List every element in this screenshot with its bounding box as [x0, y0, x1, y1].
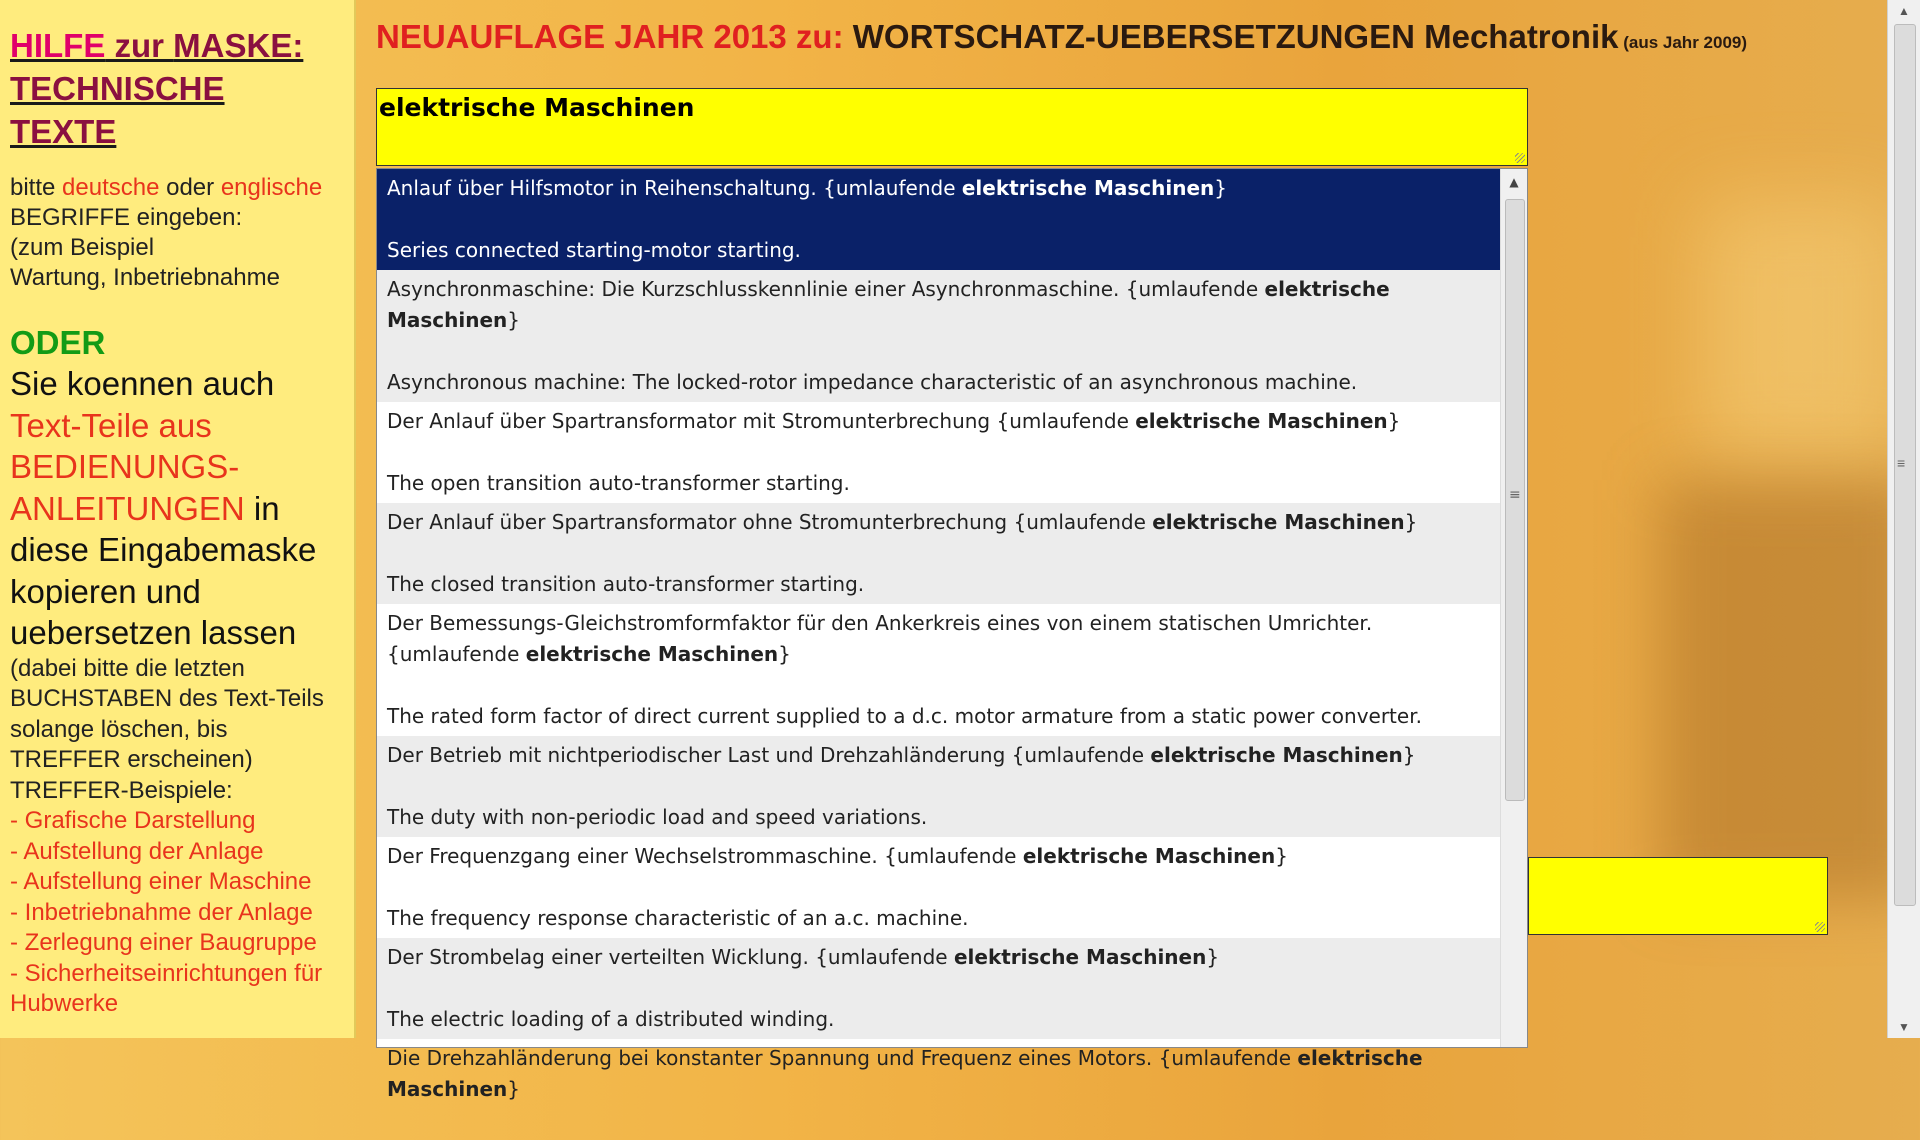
result-category-prefix: {umlaufende — [815, 945, 954, 969]
page-title — [376, 18, 1747, 56]
result-item[interactable] — [377, 837, 1501, 938]
result-german-text: Die Drehzahländerung bei konstanter Spannung und Frequenz eines Motors. — [387, 1046, 1159, 1070]
result-german-text: Der Betrieb mit nichtperiodischer Last und Drehzahländerung — [387, 743, 1012, 767]
big-line1: Sie koennen auch — [10, 365, 275, 402]
result-category: elektrische Maschinen — [1135, 409, 1388, 433]
example-item: - Inbetriebnahme der Anlage — [10, 898, 313, 926]
help-title-hilfe: HILFE — [10, 27, 106, 64]
result-english: The open transition auto-transformer starting. — [387, 471, 850, 495]
background-decoration — [1660, 480, 1920, 900]
intro-line3: (zum Beispiel — [10, 234, 155, 261]
result-category-prefix: {umlaufende — [996, 409, 1136, 433]
result-spacer — [387, 336, 1491, 367]
background-decoration — [1700, 200, 1900, 460]
result-german — [387, 740, 1491, 771]
result-spacer — [387, 973, 1491, 1004]
result-german-text: Der Anlauf über Spartransformator mit Stromunterbrechung — [387, 409, 997, 433]
resize-handle-icon[interactable] — [1515, 153, 1525, 163]
small-line4: TREFFER erscheinen) — [10, 746, 253, 773]
help-title-line3: TEXTE — [10, 113, 117, 150]
result-category: elektrische Maschinen — [387, 1046, 1423, 1101]
result-category: elektrische Maschinen — [1022, 844, 1276, 868]
result-item[interactable] — [377, 169, 1501, 270]
result-spacer — [387, 872, 1491, 903]
result-german-text: Asynchronmaschine: Die Kurzschlusskennlinie einer Asynchronmaschine. — [387, 277, 1126, 301]
help-title-maske: MASKE: — [173, 27, 304, 64]
scroll-down-icon[interactable]: ▼ — [1898, 1020, 1910, 1034]
scroll-up-icon[interactable]: ▲ — [1898, 4, 1910, 18]
big-line5: diese Eingabemaske — [10, 531, 317, 568]
result-english: Series connected starting-motor starting. — [387, 238, 801, 262]
result-category: elektrische Maschinen — [525, 642, 779, 666]
result-category: elektrische Maschinen — [387, 277, 1390, 332]
result-category-prefix: {umlaufende — [387, 642, 526, 666]
result-category-suffix: } — [507, 1077, 521, 1101]
result-german — [387, 274, 1491, 336]
result-english: The frequency response characteristic of an a.c. machine. — [387, 906, 969, 930]
result-category: elektrische Maschinen — [953, 945, 1207, 969]
result-english: The duty with non-periodic load and speed variations. — [387, 805, 928, 829]
result-category-prefix: {umlaufende — [1011, 743, 1151, 767]
result-category-suffix: } — [1404, 510, 1418, 534]
result-german-text: Der Anlauf über Spartransformator ohne Stromunterbrechung — [387, 510, 1014, 534]
title-red: NEUAUFLAGE JAHR 2013 zu: — [376, 18, 853, 55]
result-german — [387, 173, 1491, 204]
resize-handle-icon[interactable] — [1815, 922, 1825, 932]
examples-list — [10, 806, 354, 1020]
result-spacer — [387, 670, 1491, 701]
big-line7: uebersetzen lassen — [10, 614, 297, 651]
result-category-prefix: {umlaufende — [1158, 1046, 1298, 1070]
result-category-suffix: } — [1402, 743, 1416, 767]
result-german — [387, 1043, 1491, 1105]
results-scrollbar[interactable] — [1500, 169, 1527, 1047]
help-title-line2: TECHNISCHE — [10, 70, 225, 107]
big-line4a: ANLEITUNGEN — [10, 489, 245, 527]
window-scrollbar[interactable] — [1887, 0, 1920, 1038]
grip-icon: ≡ — [1509, 487, 1521, 503]
result-category-prefix: {umlaufende — [1125, 277, 1265, 301]
delete-hint — [10, 654, 354, 807]
result-spacer — [387, 771, 1491, 802]
small-line3: solange löschen, bis — [10, 715, 228, 743]
big-line3: BEDIENUNGS- — [10, 448, 240, 485]
result-english: The electric loading of a distributed winding. — [387, 1007, 835, 1031]
big-line4b: in — [244, 489, 280, 527]
help-title-zur: zur — [105, 27, 174, 64]
result-category-prefix: {umlaufende — [1013, 510, 1153, 534]
intro-englische: englische — [220, 174, 323, 201]
example-item: - Sicherheitseinrichtungen für — [10, 959, 323, 987]
intro-line4: Wartung, Inbetriebnahme — [10, 264, 280, 291]
result-category: elektrische Maschinen — [1150, 743, 1403, 767]
example-item: - Zerlegung einer Baugruppe — [10, 929, 317, 956]
translation-output[interactable] — [1528, 857, 1828, 935]
result-spacer — [387, 204, 1491, 235]
intro-bitte: bitte — [10, 174, 63, 201]
result-item[interactable] — [377, 1039, 1501, 1140]
grip-icon: ≡ — [1897, 455, 1906, 471]
search-input-value: elektrische Maschinen — [379, 93, 695, 122]
result-german-text: Der Bemessungs-Gleichstromformfaktor für den Ankerkreis eines von einem statischen Umrichter. — [387, 611, 1373, 635]
result-item[interactable] — [377, 736, 1501, 837]
result-category-suffix: } — [507, 308, 521, 332]
result-category: elektrische Maschinen — [961, 176, 1215, 200]
result-category-suffix: } — [1275, 844, 1288, 868]
result-german-text: Der Frequenzgang einer Wechselstrommaschine. — [387, 844, 885, 868]
help-intro — [10, 173, 354, 293]
result-category-suffix: } — [778, 642, 791, 666]
small-line1: (dabei bitte die letzten — [10, 654, 245, 682]
small-line2: BUCHSTABEN des Text-Teils — [10, 685, 324, 712]
result-category-suffix: } — [1206, 945, 1220, 969]
example-item: Hubwerke — [10, 990, 119, 1017]
big-line2: Text-Teile aus — [10, 406, 212, 444]
example-item: - Grafische Darstellung — [10, 807, 256, 834]
big-line6: kopieren und — [10, 572, 201, 610]
example-item: - Aufstellung der Anlage — [10, 837, 264, 865]
search-input[interactable] — [376, 88, 1528, 166]
result-item[interactable] — [377, 402, 1501, 503]
help-title — [10, 24, 354, 153]
result-item[interactable] — [377, 270, 1501, 402]
intro-line2: BEGRIFFE eingeben: — [10, 204, 243, 231]
result-german-text: Der Strombelag einer verteilten Wicklung. — [387, 945, 816, 969]
result-english: The rated form factor of direct current supplied to a d.c. motor armature from a static power converter. — [387, 704, 1422, 728]
title-small: (aus Jahr 2009) — [1618, 33, 1748, 52]
result-german — [387, 507, 1491, 538]
result-item[interactable] — [377, 604, 1501, 736]
result-german-text: Anlauf über Hilfsmotor in Reihenschaltung. — [387, 176, 824, 200]
intro-deutsche: deutsche — [62, 174, 160, 201]
oder-heading: ODER — [10, 324, 106, 361]
help-sidebar — [0, 0, 356, 1038]
result-english: Asynchronous machine: The locked-rotor impedance characteristic of an asynchronous machine. — [387, 370, 1358, 394]
result-category-prefix: {umlaufende — [884, 844, 1023, 868]
result-item[interactable] — [377, 938, 1501, 1039]
intro-oder: oder — [159, 174, 221, 201]
result-german — [387, 406, 1491, 437]
result-item[interactable] — [377, 503, 1501, 604]
examples-label: TREFFER-Beispiele: — [10, 776, 233, 804]
result-english: The closed transition auto-transformer starting. — [387, 572, 865, 596]
copy-instructions — [10, 363, 354, 654]
result-spacer — [387, 1105, 1491, 1136]
result-category-suffix: } — [1214, 176, 1227, 200]
result-category-suffix: } — [1387, 409, 1401, 433]
scroll-up-icon[interactable]: ▲ — [1509, 175, 1519, 189]
result-german — [387, 942, 1491, 973]
result-category-prefix: {umlaufende — [823, 176, 962, 200]
result-spacer — [387, 538, 1491, 569]
results-list[interactable] — [376, 168, 1528, 1101]
result-german — [387, 608, 1491, 670]
title-dark: WORTSCHATZ-UEBERSETZUNGEN Mechatronik — [852, 18, 1619, 55]
example-item: - Aufstellung einer Maschine — [10, 868, 312, 895]
result-german — [387, 841, 1491, 872]
result-category: elektrische Maschinen — [1152, 510, 1405, 534]
result-spacer — [387, 437, 1491, 468]
results-items — [377, 169, 1501, 1140]
